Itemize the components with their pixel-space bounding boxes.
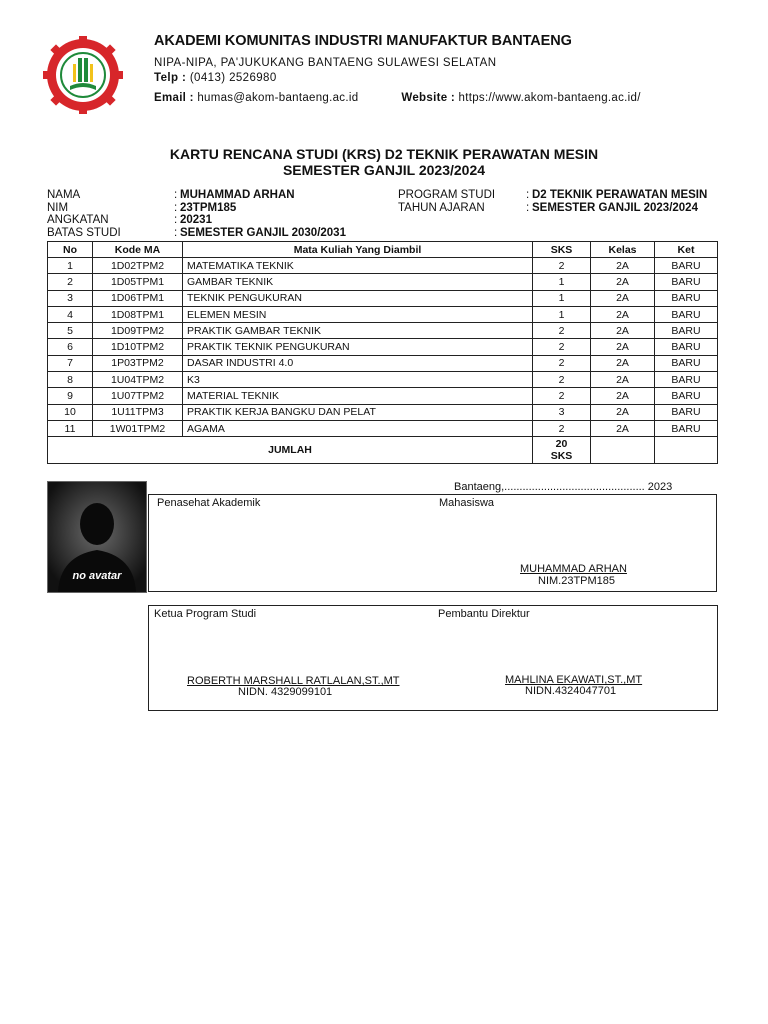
row-sks: 2 <box>533 258 591 274</box>
telp-value: (0413) 2526980 <box>189 72 277 84</box>
row-kelas: 2A <box>591 290 655 306</box>
total-ket-empty <box>655 437 718 464</box>
pudir-name: MAHLINA EKAWATI,ST.,MT <box>505 674 643 686</box>
nama-label: NAMA <box>47 189 81 201</box>
table-row <box>48 355 718 371</box>
table-header-row <box>48 242 718 258</box>
row-no: 8 <box>48 372 93 388</box>
table-row <box>48 274 718 290</box>
row-kode: 1W01TPM2 <box>93 420 183 436</box>
mahasiswa-name: MUHAMMAD ARHAN <box>520 563 627 575</box>
row-no: 10 <box>48 404 93 420</box>
document-title-line2: SEMESTER GANJIL 2023/2024 <box>282 162 486 178</box>
row-sks: 2 <box>533 420 591 436</box>
row-sks: 1 <box>533 274 591 290</box>
total-kelas-empty <box>591 437 655 464</box>
institution-name: AKADEMI KOMUNITAS INDUSTRI MANUFAKTUR BANTAENG <box>154 33 572 49</box>
row-sks: 2 <box>533 388 591 404</box>
row-kode: 1D08TPM1 <box>93 306 183 322</box>
row-ket: BARU <box>655 420 718 436</box>
email-label: Email : <box>154 92 194 104</box>
row-no: 4 <box>48 306 93 322</box>
row-ket: BARU <box>655 355 718 371</box>
row-sks: 2 <box>533 355 591 371</box>
kaprodi-name: ROBERTH MARSHALL RATLALAN,ST.,MT <box>187 675 400 687</box>
row-sks: 3 <box>533 404 591 420</box>
row-mata-kuliah: PRAKTIK KERJA BANGKU DAN PELAT <box>183 404 533 420</box>
nim-value: 23TPM185 <box>180 202 237 214</box>
row-sks: 2 <box>533 323 591 339</box>
row-ket: BARU <box>655 323 718 339</box>
telp-label: Telp : <box>154 72 187 84</box>
pudir-label: Pembantu Direktur <box>438 608 530 620</box>
angkatan-label: ANGKATAN <box>47 214 109 226</box>
nim-label: NIM <box>47 202 69 214</box>
total-label: JUMLAH <box>48 437 533 464</box>
row-kode: 1D10TPM2 <box>93 339 183 355</box>
institution-logo <box>38 36 128 114</box>
table-row <box>48 290 718 306</box>
row-ket: BARU <box>655 274 718 290</box>
prodi-label: PROGRAM STUDI <box>398 189 496 201</box>
row-mata-kuliah: ELEMEN MESIN <box>183 306 533 322</box>
avatar-caption: no avatar <box>72 570 122 582</box>
header-kelas: Kelas <box>591 242 655 258</box>
row-mata-kuliah: TEKNIK PENGUKURAN <box>183 290 533 306</box>
website-label: Website : <box>401 92 456 104</box>
nim-colon: : <box>174 202 178 214</box>
kaprodi-nidn: NIDN. 4329099101 <box>238 686 333 698</box>
table-row <box>48 372 718 388</box>
row-kode: 1D05TPM1 <box>93 274 183 290</box>
batas-studi-colon: : <box>174 227 178 239</box>
row-kode: 1U07TPM2 <box>93 388 183 404</box>
row-kode: 1D09TPM2 <box>93 323 183 339</box>
total-row <box>48 437 718 464</box>
row-kelas: 2A <box>591 323 655 339</box>
row-ket: BARU <box>655 339 718 355</box>
row-no: 6 <box>48 339 93 355</box>
website-value[interactable]: https://www.akom-bantaeng.ac.id/ <box>458 92 641 104</box>
row-sks: 2 <box>533 372 591 388</box>
row-kode: 1P03TPM2 <box>93 355 183 371</box>
table-row <box>48 404 718 420</box>
row-kelas: 2A <box>591 355 655 371</box>
row-mata-kuliah: MATEMATIKA TEKNIK <box>183 258 533 274</box>
total-sks <box>533 437 591 464</box>
signature-box-advisor-student <box>148 494 717 592</box>
row-ket: BARU <box>655 388 718 404</box>
row-kelas: 2A <box>591 339 655 355</box>
row-no: 7 <box>48 355 93 371</box>
row-ket: BARU <box>655 258 718 274</box>
tahun-ajaran-label: TAHUN AJARAN <box>398 202 485 214</box>
row-mata-kuliah: PRAKTIK TEKNIK PENGUKURAN <box>183 339 533 355</box>
institution-address: NIPA-NIPA, PA'JUKUKANG BANTAENG SULAWESI SELATAN <box>154 57 497 69</box>
row-kelas: 2A <box>591 274 655 290</box>
table-row <box>48 323 718 339</box>
total-unit: SKS <box>550 450 573 463</box>
row-no: 9 <box>48 388 93 404</box>
total-value: 20 <box>555 438 568 451</box>
mahasiswa-nim: NIM.23TPM185 <box>538 575 616 587</box>
row-mata-kuliah: PRAKTIK GAMBAR TEKNIK <box>183 323 533 339</box>
row-mata-kuliah: K3 <box>183 372 533 388</box>
signature-box-officials <box>148 605 718 711</box>
email-value[interactable]: humas@akom-bantaeng.ac.id <box>197 92 359 104</box>
batas-studi-value: SEMESTER GANJIL 2030/2031 <box>180 227 346 239</box>
row-mata-kuliah: AGAMA <box>183 420 533 436</box>
row-kode: 1U04TPM2 <box>93 372 183 388</box>
row-mata-kuliah: MATERIAL TEKNIK <box>183 388 533 404</box>
header-ket: Ket <box>655 242 718 258</box>
row-kode: 1D06TPM1 <box>93 290 183 306</box>
row-kode: 1D02TPM2 <box>93 258 183 274</box>
tahun-ajaran-value: SEMESTER GANJIL 2023/2024 <box>532 202 698 214</box>
batas-studi-label: BATAS STUDI <box>47 227 121 239</box>
table-row <box>48 420 718 436</box>
row-no: 5 <box>48 323 93 339</box>
row-mata-kuliah: DASAR INDUSTRI 4.0 <box>183 355 533 371</box>
header-sks: SKS <box>533 242 591 258</box>
row-ket: BARU <box>655 290 718 306</box>
row-sks: 1 <box>533 306 591 322</box>
row-sks: 1 <box>533 290 591 306</box>
row-sks: 2 <box>533 339 591 355</box>
table-row <box>48 306 718 322</box>
prodi-colon: : <box>526 189 530 201</box>
header-mata-kuliah: Mata Kuliah Yang Diambil <box>183 242 533 258</box>
table-row <box>48 339 718 355</box>
table-row <box>48 388 718 404</box>
place-date: Bantaeng,.............................................. 2023 <box>454 481 673 493</box>
krs-table <box>47 241 718 464</box>
row-kelas: 2A <box>591 404 655 420</box>
header-no: No <box>48 242 93 258</box>
row-no: 2 <box>48 274 93 290</box>
row-mata-kuliah: GAMBAR TEKNIK <box>183 274 533 290</box>
document-title-line1: KARTU RENCANA STUDI (KRS) D2 TEKNIK PERAWATAN MESIN <box>169 146 599 162</box>
institution-contact <box>154 92 641 104</box>
row-ket: BARU <box>655 404 718 420</box>
row-kelas: 2A <box>591 420 655 436</box>
row-kelas: 2A <box>591 372 655 388</box>
penasehat-label: Penasehat Akademik <box>157 497 261 509</box>
row-kelas: 2A <box>591 258 655 274</box>
student-photo <box>47 481 147 593</box>
header-kode: Kode MA <box>93 242 183 258</box>
row-kelas: 2A <box>591 306 655 322</box>
row-ket: BARU <box>655 372 718 388</box>
table-row <box>48 258 718 274</box>
nama-colon: : <box>174 189 178 201</box>
nama-value: MUHAMMAD ARHAN <box>180 189 295 201</box>
row-no: 3 <box>48 290 93 306</box>
row-no: 11 <box>48 420 93 436</box>
row-kelas: 2A <box>591 388 655 404</box>
angkatan-value: 20231 <box>180 214 212 226</box>
gear-icon <box>43 36 123 114</box>
pudir-nidn: NIDN.4324047701 <box>525 685 617 697</box>
prodi-value: D2 TEKNIK PERAWATAN MESIN <box>532 189 708 201</box>
row-ket: BARU <box>655 306 718 322</box>
kaprodi-label: Ketua Program Studi <box>154 608 257 620</box>
institution-phone <box>154 72 277 84</box>
tahun-ajaran-colon: : <box>526 202 530 214</box>
angkatan-colon: : <box>174 214 178 226</box>
row-no: 1 <box>48 258 93 274</box>
mahasiswa-label: Mahasiswa <box>439 497 495 509</box>
row-kode: 1U11TPM3 <box>93 404 183 420</box>
